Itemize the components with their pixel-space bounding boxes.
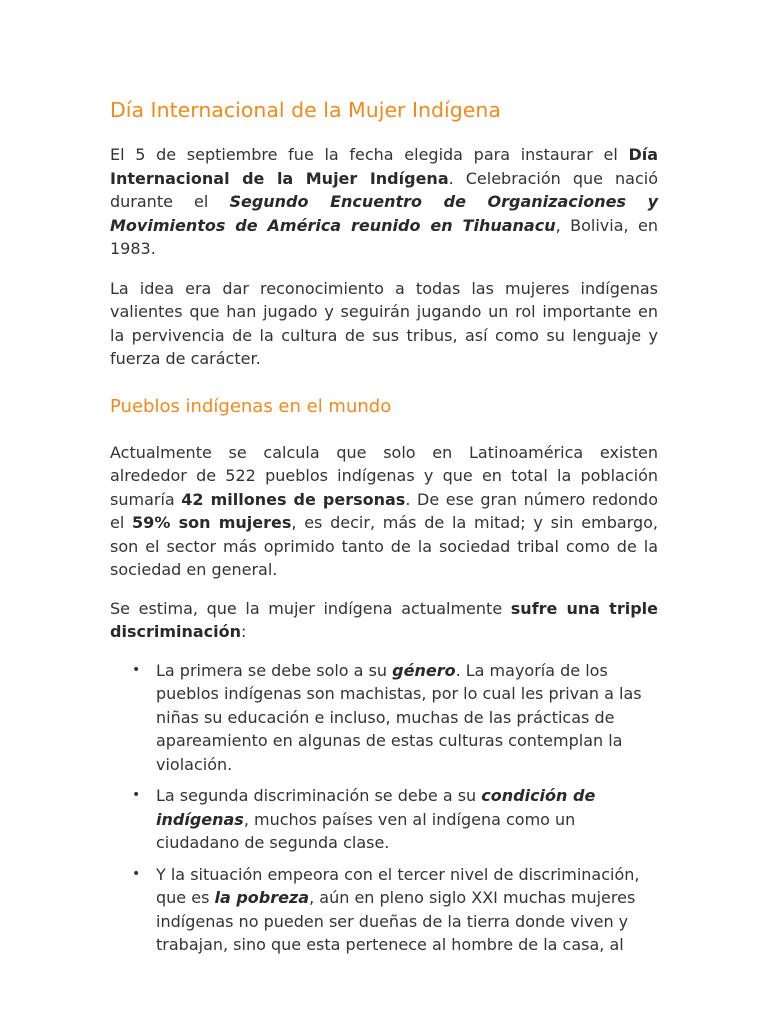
list-item [110,863,658,957]
bullet-icon: • [132,661,141,678]
text-span: , aún en pleno siglo XXI muchas mujeres indígenas no pueden ser dueñas de la tierra donde viven y trabajan, sino que esta pertenece al hombre de la casa, al [156,888,636,954]
bullet-icon: • [132,865,141,882]
bold-italic-text: Segundo Encuentro de Organizaciones y Movimientos de América reunido en Tihuanacu [110,192,658,235]
intro-paragraph [110,143,658,261]
text-span: La segunda discriminación se debe a su [156,786,482,805]
bullet-icon: • [132,787,141,803]
bold-italic-text: género [392,660,456,680]
text-span: : [241,622,247,641]
section-subtitle: Pueblos indígenas en el mundo [110,395,392,417]
article-body [110,94,658,957]
text-span: , es decir, más de la mitad; y sin embargo, son el sector más oprimido tanto de la sociedad tribal como de la sociedad en general. [110,513,659,579]
purpose-paragraph: La idea era dar reconocimiento a todas las mujeres indígenas valientes que han jugado y seguirán jugando un rol importante en la pervivencia de la cultura de sus tribus, así como su lenguaje y fuerza de carácter. [110,278,658,368]
bold-text: sufre una triple discriminación [110,598,658,641]
bold-text: 42 millones de personas [181,489,406,509]
text-span: La primera se debe solo a su [156,660,393,680]
text-span: El 5 de septiembre fue la fecha elegida para instaurar el [110,145,629,164]
list-item [110,659,658,777]
text-span: , muchos países ven al indígena como un ciudadano de segunda clase. [156,809,576,852]
list-item [110,784,658,855]
discrimination-list [110,659,658,957]
text-span: Y la situación empeora con el tercer nivel de discriminación, que es [156,864,640,907]
text-span: Actualmente se calcula que solo en Latinoamérica existen alrededor de 522 pueblos indígenas y que en total la población sumaría [110,442,658,509]
bold-text: Día Internacional de la Mujer Indígena [110,145,658,188]
population-paragraph [110,441,658,582]
text-span: . La mayoría de los pueblos indígenas son machistas, por lo cual les privan a las niñas su educación e incluso, muchas de las prácticas de apareamiento en algunas de estas culturas contemplan la violación. [156,660,642,774]
text-span: . De ese gran número redondo el [110,489,659,532]
bold-text: 59% son mujeres [132,513,292,532]
bold-italic-text: condición de indígenas [156,786,596,829]
text-span: . Celebración que nació durante el [110,168,658,211]
discrimination-intro-paragraph [110,597,658,644]
page-title: Día Internacional de la Mujer Indígena [110,98,501,122]
bold-italic-text: la pobreza [214,888,310,907]
text-span: Se estima, que la mujer indígena actualmente [110,598,511,618]
text-span: , Bolivia, en 1983. [110,215,659,258]
